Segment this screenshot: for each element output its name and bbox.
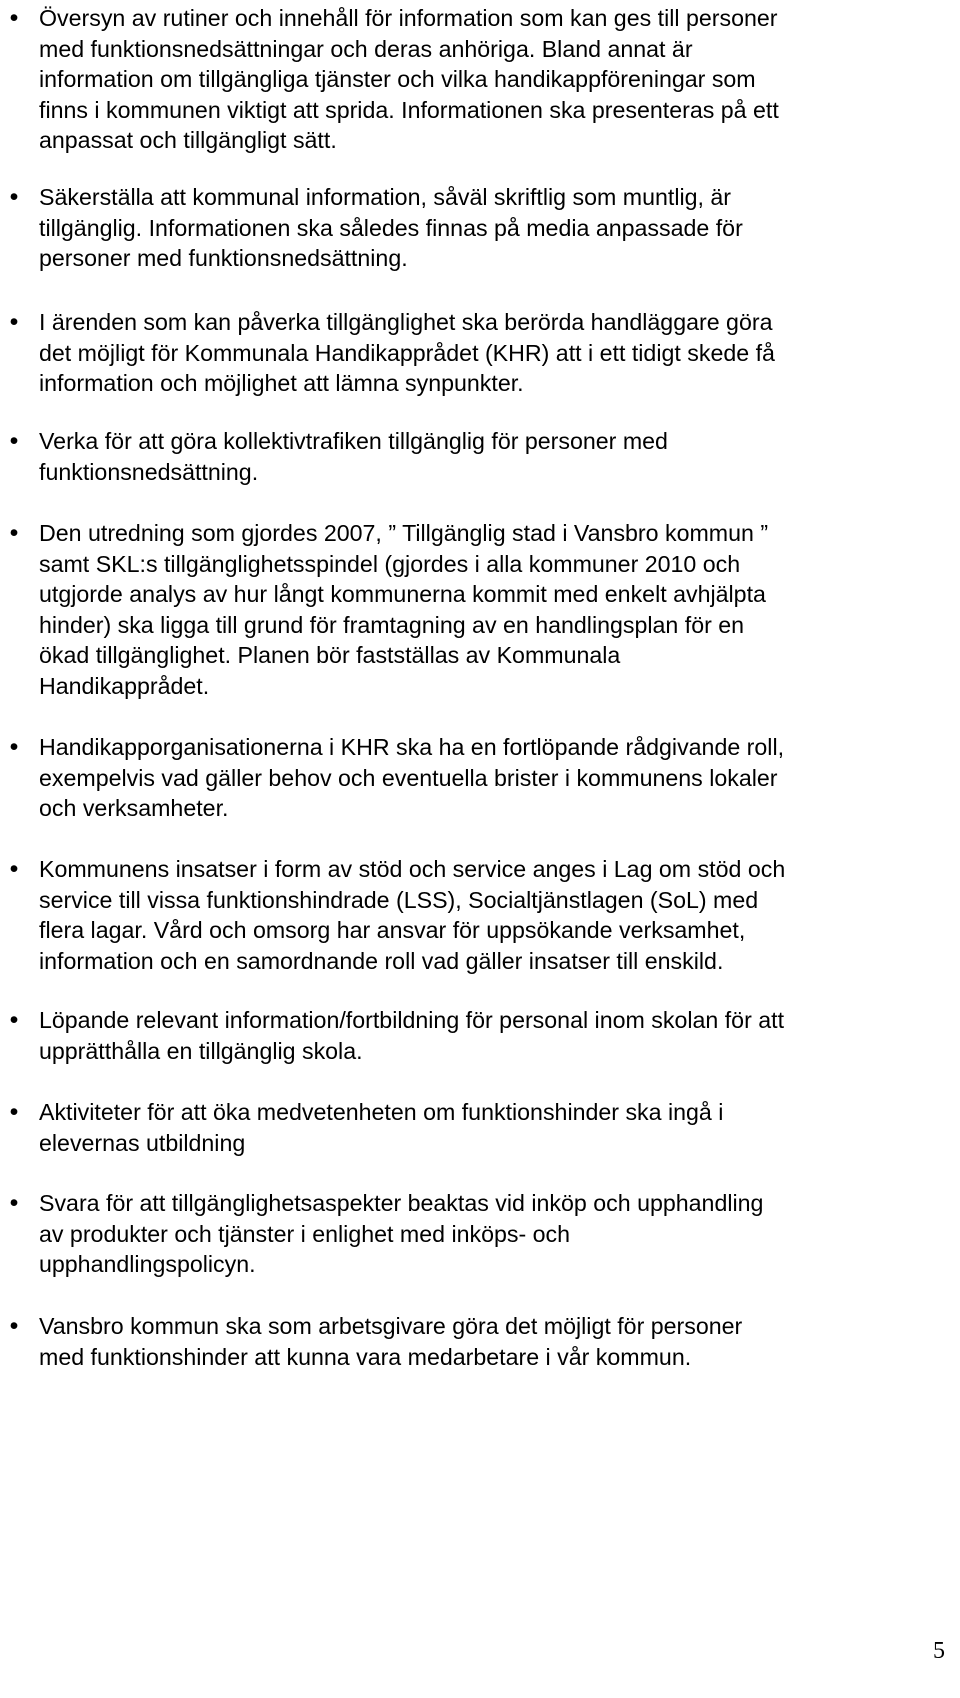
text-line: samt SKL:s tillgänglighetsspindel (gjordes i alla kommuner 2010 och <box>39 550 741 577</box>
bullet-icon: • <box>9 1312 19 1340</box>
text-line: information om tillgängliga tjänster och vilka handikappföreningar som <box>39 66 756 92</box>
text-line: med funktionsnedsättningar och deras anhöriga. Bland annat är <box>39 35 693 62</box>
text-line: ökad tillgänglighet. Planen bör fastställas av Kommunala <box>39 642 621 668</box>
bullet-icon: • <box>9 1006 19 1034</box>
text-line: information och möjlighet att lämna synpunkter. <box>39 370 524 396</box>
text-line: tillgänglig. Informationen ska således finnas på media anpassade för <box>39 214 743 241</box>
text-line: Den utredning som gjordes 2007, ” Tillgänglig stad i Vansbro kommun ” <box>39 520 769 546</box>
text-line: anpassat och tillgängligt sätt. <box>39 127 337 153</box>
list-item-text <box>39 518 887 701</box>
text-line: Verka för att göra kollektivtrafiken tillgänglig för personer med <box>39 428 668 454</box>
text-line: upphandlingspolicyn. <box>39 1251 256 1277</box>
text-line: och verksamheter. <box>39 795 229 821</box>
text-line: utgjorde analys av hur långt kommunerna kommit med enkelt avhjälpta <box>39 581 766 607</box>
text-line: Kommunens insatser i form av stöd och service anges i Lag om stöd och <box>39 856 786 882</box>
bullet-icon: • <box>9 733 19 761</box>
bullet-icon: • <box>9 427 19 455</box>
text-line: I ärenden som kan påverka tillgänglighet ska berörda handläggare göra <box>39 309 773 335</box>
bullet-icon: • <box>9 308 19 336</box>
text-line: med funktionshinder att kunna vara medarbetare i vår kommun. <box>39 1343 692 1370</box>
bullet-icon: • <box>9 183 19 211</box>
text-line: Vansbro kommun ska som arbetsgivare göra det möjligt för personer <box>39 1313 743 1339</box>
list-item-text <box>39 732 887 824</box>
bullet-icon: • <box>9 4 19 32</box>
text-line: personer med funktionsnedsättning. <box>39 245 408 271</box>
list-item-text <box>39 1188 887 1280</box>
bullet-icon: • <box>9 1098 19 1126</box>
list-item-text <box>39 1097 887 1158</box>
text-line: Handikapporganisationerna i KHR ska ha en fortlöpande rådgivande roll, <box>39 734 785 760</box>
text-line: hinder) ska ligga till grund för framtagning av en handlingsplan för en <box>39 611 745 638</box>
text-line: det möjligt för Kommunala Handikapprådet (KHR) att i ett tidigt skede få <box>39 339 775 366</box>
list-item-text <box>39 307 887 399</box>
page-number: 5 <box>933 1638 945 1664</box>
list-item-text <box>39 1311 887 1372</box>
text-line: exempelvis vad gäller behov och eventuella brister i kommunens lokaler <box>39 764 778 791</box>
text-line: Handikapprådet. <box>39 672 210 699</box>
text-line: upprätthålla en tillgänglig skola. <box>39 1037 363 1064</box>
text-line: Översyn av rutiner och innehåll för information som kan ges till personer <box>39 5 778 31</box>
text-line: Säkerställa att kommunal information, såväl skriftlig som muntlig, är <box>39 184 732 210</box>
text-line: Aktiviteter för att öka medvetenheten om funktionshinder ska ingå i <box>39 1099 724 1125</box>
list-item-text <box>39 3 887 156</box>
text-line: av produkter och tjänster i enlighet med inköps- och <box>39 1220 571 1247</box>
bullet-icon: • <box>9 519 19 547</box>
text-line: Svara för att tillgänglighetsaspekter beaktas vid inköp och upphandling <box>39 1190 764 1216</box>
bullet-icon: • <box>9 855 19 883</box>
text-line: finns i kommunen viktigt att sprida. Informationen ska presenteras på ett <box>39 96 779 123</box>
text-line: funktionsnedsättning. <box>39 458 259 485</box>
list-item-text <box>39 1005 887 1066</box>
list-item-text <box>39 182 887 274</box>
text-line: Löpande relevant information/fortbildning för personal inom skolan för att <box>39 1007 785 1033</box>
text-line: elevernas utbildning <box>39 1129 246 1156</box>
bullet-icon: • <box>9 1189 19 1217</box>
text-line: flera lagar. Vård och omsorg har ansvar för uppsökande verksamhet, <box>39 917 746 943</box>
list-item-text <box>39 426 887 487</box>
list-item-text <box>39 854 887 976</box>
text-line: information och en samordnande roll vad gäller insatser till enskild. <box>39 947 724 974</box>
text-line: service till vissa funktionshindrade (LSS), Socialtjänstlagen (SoL) med <box>39 886 759 913</box>
